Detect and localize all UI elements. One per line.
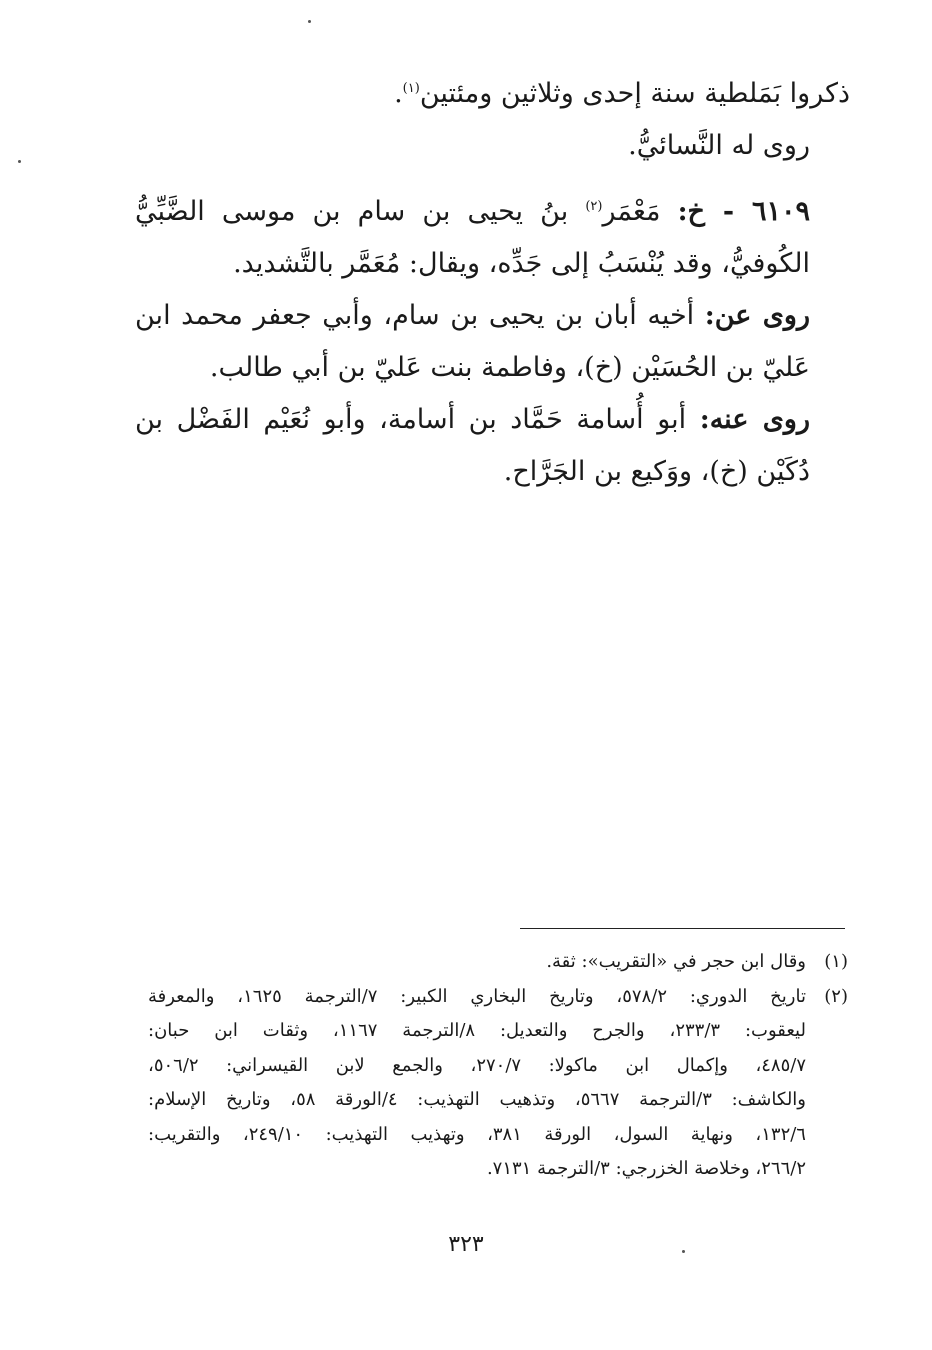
footnote-line: والكاشف: ٣/الترجمة ٥٦٦٧، وتذهيب التهذيب: ٤/الورقة ٥٨، وتاريخ الإسلام:	[148, 1089, 806, 1110]
footnote-number: (١)	[824, 951, 848, 972]
entry-number: ٦١٠٩ - خ:	[677, 196, 810, 227]
narrated-from-label: روى عن:	[704, 300, 810, 331]
line1-text: ذكروا بَمَلطية سنة إحدى وثلاثين ومئتين	[419, 78, 850, 109]
entry-name: مَعْمَر	[602, 196, 661, 227]
footnotes	[148, 945, 848, 1187]
scan-speck	[18, 160, 21, 163]
footnote-2	[148, 980, 848, 1187]
narrated-from-paragraph	[135, 290, 850, 394]
footnote-line: ١٣٢/٦، ونهاية السول، الورقة ٣٨١، وتهذيب التهذيب: ٢٤٩/١٠، والتقريب:	[148, 1123, 806, 1145]
footnote-text	[148, 945, 806, 980]
page-number: ٣٢٣	[448, 1232, 484, 1257]
footnote-line: ٢٦٦/٢، وخلاصة الخزرجي: ٣/الترجمة ٧١٣١.	[486, 1158, 806, 1179]
footnote-divider	[520, 928, 845, 929]
footnote-ref-2[interactable]: (٢)	[585, 199, 603, 214]
narrated-by-text: أبو أُسامة حَمَّاد بن أسامة، وأبو نُعَيْم الفَضْل بن دُكَيْن (خ)، ووَكيع بن الجَرَّاح.	[135, 404, 810, 487]
footnote-text	[148, 980, 806, 1187]
footnote-line: ٤٨٥/٧، وإكمال ابن ماكولا: ٢٧٠/٧، والجمع لابن القيسراني: ٥٠٦/٢،	[148, 1054, 807, 1076]
text-line-2: روى له النَّسائيُّ.	[628, 130, 810, 161]
footnote-line: تاريخ الدوري: ٥٧٨/٢، وتاريخ البخاري الكبير: ٧/الترجمة ١٦٢٥، والمعرفة	[148, 985, 806, 1007]
entry-paragraph	[135, 186, 850, 290]
footnote-line: وقال ابن حجر في «التقريب»: ثقة.	[546, 951, 806, 972]
entry-rest: بنُ يحيى بن سام بن موسى الضَّبِّيُّ الكُوفيُّ، وقد يُنْسَبُ إلى جَدِّه، ويقال: مُعَمَّر بالتَّشديد.	[135, 196, 810, 279]
main-text	[135, 68, 850, 498]
footnote-line: ليعقوب: ٢٣٣/٣، والجرح والتعديل: ٨/الترجمة ١١٦٧، وثقات ابن حبان:	[148, 1020, 806, 1041]
footnote-number: (٢)	[824, 985, 848, 1007]
line1-end: .	[394, 78, 403, 109]
footnote-1	[148, 945, 848, 980]
footnote-ref-1[interactable]: (١)	[402, 81, 420, 96]
narrated-by-paragraph	[135, 394, 850, 498]
text-line-1	[135, 68, 850, 120]
scan-speck	[308, 20, 311, 23]
narrated-by-label: روى عنه:	[699, 404, 811, 435]
narrated-from-text: أخيه أبان بن يحيى بن سام، وأبي جعفر محمد ابن عَليّ بن الحُسَيْن (خ)، وفاطمة بنت عَليّ بن أبي طالب.	[135, 300, 810, 383]
